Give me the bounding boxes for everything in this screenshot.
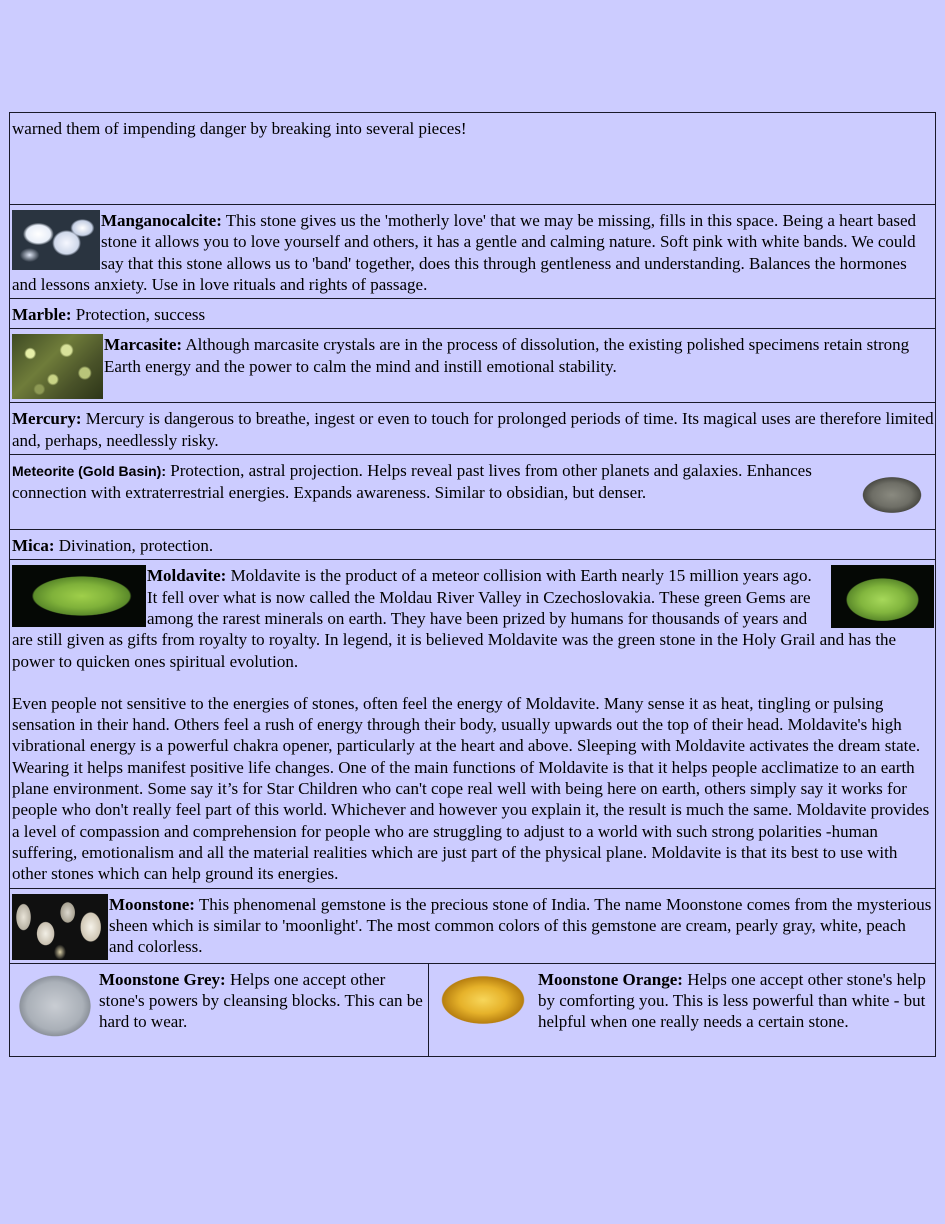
table-row xyxy=(10,455,936,530)
table-row xyxy=(10,113,936,205)
moonstone-cell xyxy=(10,888,936,963)
moldavite-paragraph-1 xyxy=(12,565,934,671)
table-row xyxy=(10,530,936,560)
stone-name-moonstone: Moonstone: xyxy=(109,894,195,914)
moonstone-grey-image xyxy=(12,969,98,1043)
stone-desc-marcasite: Although marcasite crystals are in the process of dissolution, the existing polished specimens retain strong Earth energy and the power to calm the mind and instill emotional stability. xyxy=(104,335,910,376)
marcasite-cell xyxy=(10,329,936,403)
moonstone-grey-cell xyxy=(10,963,429,1056)
table-row xyxy=(10,888,936,963)
intro-text: warned them of impending danger by breaking into several pieces! xyxy=(12,119,467,138)
stone-desc-moonstone-orange: Helps one accept other stone's help by comforting you. This is less powerful than white - but helpful when one really needs a certain stone. xyxy=(538,969,926,1032)
marble-cell xyxy=(10,299,936,329)
table-row xyxy=(10,403,936,455)
stone-desc-mica: Divination, protection. xyxy=(54,536,214,556)
manganocalcite-image xyxy=(12,210,100,270)
mica-cell xyxy=(10,530,936,560)
stone-name-manganocalcite: Manganocalcite: xyxy=(101,211,222,230)
stone-name-moldavite: Moldavite: xyxy=(147,566,227,586)
stone-name-meteorite: Meteorite (Gold Basin): xyxy=(12,463,167,480)
stone-desc-moldavite: Moldavite is the product of a meteor collision with Earth nearly 15 million years ago. It fell over what is now called the Moldau River Valley in Czechoslovakia. These green Gems are among the rarest minerals on earth. They have been prized by humans for thousands of years and are still given as gifts from royalty to royalty. In legend, it is believed Moldavite was the green stone in the Holy Grail and has the power to quicken ones spiritual evolution. xyxy=(12,566,897,671)
meteorite-image xyxy=(850,464,934,526)
meteorite-cell xyxy=(10,455,936,530)
stone-name-moonstone-orange: Moonstone Orange: xyxy=(538,969,683,989)
table-row xyxy=(10,329,936,403)
moonstone-orange-image xyxy=(431,969,535,1031)
stone-desc-moonstone: This phenomenal gemstone is the precious stone of India. The name Moonstone comes from the mysterious sheen which is similar to 'moonlight'. The most common colors of this gemstone are cream, pearly gray, white, peach and colorless. xyxy=(109,894,932,957)
table-row xyxy=(10,963,936,1056)
moonstone-orange-cell xyxy=(429,963,936,1056)
stone-name-mica: Mica: xyxy=(12,536,55,556)
stones-table xyxy=(9,112,936,1057)
stone-desc-meteorite: Protection, astral projection. Helps reveal past lives from other planets and galaxies. Enhances connection with extraterrestrial energies. Expands awareness. Similar to obsidian, but denser. xyxy=(12,461,812,503)
stone-name-marble: Marble: xyxy=(12,305,72,325)
intro-cell xyxy=(10,113,936,205)
stone-name-moonstone-grey: Moonstone Grey: xyxy=(99,969,226,989)
table-row xyxy=(10,299,936,329)
moldavite-image-right xyxy=(831,565,934,628)
mercury-cell xyxy=(10,403,936,455)
moldavite-cell xyxy=(10,560,936,888)
table-row xyxy=(10,560,936,888)
stone-name-marcasite: Marcasite: xyxy=(104,335,183,355)
stone-desc-manganocalcite: This stone gives us the 'motherly love' that we may be missing, fills in this space. Being a heart based stone it allows you to love yourself and others, it has a gentle and calming nature. Soft pink with white bands. We could say that this stone allows us to 'band' together, does this through gentleness and understanding. Balances the hormones and lessons anxiety. Use in love rituals and rights of passage. xyxy=(12,211,917,294)
manganocalcite-cell xyxy=(10,205,936,299)
stone-desc-mercury: Mercury is dangerous to breathe, ingest or even to touch for prolonged periods of time. Its magical uses are therefore limited and, perhaps, needlessly risky. xyxy=(12,409,934,450)
moldavite-image-left xyxy=(12,565,146,627)
table-row xyxy=(10,205,936,299)
stone-desc-moonstone-grey: Helps one accept other stone's powers by cleansing blocks. This can be hard to wear. xyxy=(99,969,423,1032)
moldavite-paragraph-2: Even people not sensitive to the energies of stones, often feel the energy of Moldavite. Many sense it as heat, tingling or pulsing sensation in their hand. Others feel a rush of energy through their body, usually upwards out the top of their head. Moldavite's high vibrational energy is a powerful chakra opener, particularly at the heart and above. Sleeping with Moldavite activates the dream state. Wearing it helps manifest positive life changes. One of the main functions of Moldavite is that it helps people acclimatize to an earth plane environment. Some say it’s for Star Children who can't cope real well with being here on earth, others simply say it works for people who don't really feel part of this world. Whichever and however you explain it, the result is much the same. Moldavite provides a level of compassion and comprehension for people who are struggling to adjust to a world with such strong polarities -human suffering, emotionalism and all the material realities which are just part of the physical plane. Moldavite is that its best to use with other stones which can help ground its energies. xyxy=(12,693,930,884)
moonstone-image xyxy=(12,894,108,960)
marcasite-image xyxy=(12,334,103,399)
stone-desc-marble: Protection, success xyxy=(71,305,206,325)
stone-name-mercury: Mercury: xyxy=(12,409,82,429)
